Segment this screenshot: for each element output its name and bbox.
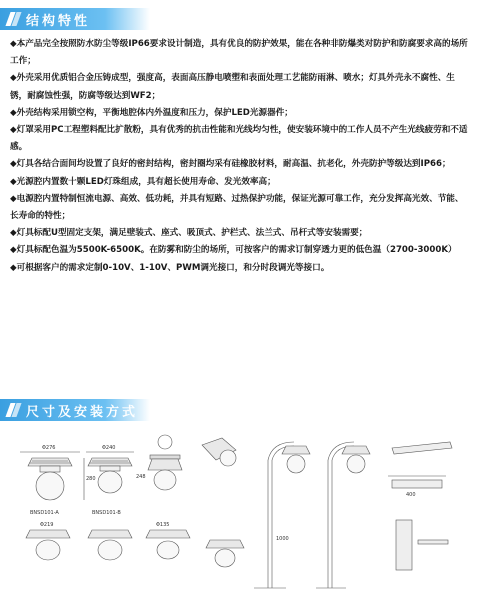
installation-diagram-svg: [10, 430, 475, 590]
section-title: 尺寸及安装方式: [26, 405, 139, 420]
feature-item: ◆光源腔内置数十颗LED灯珠组成，具有超长使用寿命、发光效率高；: [10, 176, 276, 187]
light-model-a-drawing: [20, 452, 84, 500]
feature-item: ◆可根据客户的需求定制0-10V、1-10V、PWM调光接口，和分时段调光等接口。: [10, 262, 330, 273]
feature-list: [10, 36, 470, 277]
light-side-view-drawing: [26, 530, 244, 567]
section-banner-structure: [0, 8, 150, 30]
light-ceiling-mount-drawing: [148, 435, 182, 490]
dim-label: Φ135: [156, 522, 170, 528]
feature-item: ◆本产品完全按照防水防尘等级IP66要求设计制造，具有优良的防护效果，能在各种非防爆类对防护和防腐要求高的场所工作；: [10, 39, 468, 67]
model-a-label: BNSD101-A: [30, 510, 59, 516]
dim-label: 280: [86, 476, 96, 482]
feature-item: ◆外壳结构采用锁空构，平衡地腔体内外温度和压力，保护LED光源器件；: [10, 107, 293, 118]
dim-label: 1000: [276, 536, 289, 542]
dim-label: 248: [136, 474, 146, 480]
feature-item: ◆电源腔内置特制恒流电源、高效、低功耗，并具有短路、过热保护功能，保证光源可靠工作，充分发挥高光效、节能、长寿命的特性；: [10, 193, 464, 222]
bracket-detail-drawing: [388, 442, 452, 570]
feature-item: ◆灯具各结合面间均设置了良好的密封结构，密封圈均采有硅橡胶材料，耐高温、抗老化，外壳防护等级达到IP66；: [10, 159, 451, 170]
section-banner-dimensions: [0, 399, 150, 421]
light-wall-mount-drawing: [202, 438, 236, 466]
model-b-label: BNSD101-B: [92, 510, 121, 516]
feature-item: ◆灯罩采用PC工程塑料配比扩散粉，具有优秀的抗击性能和光线均匀性，使安装环境中的工作人员不产生光线疲劳和不适感。: [10, 125, 468, 153]
dim-label: Φ219: [40, 522, 54, 528]
section-title: 结构特性: [26, 14, 91, 29]
feature-item: ◆灯具标配色温为5500K-6500K。在防雾和防尘的场所，可按客户的需求订制穿透力更的低色温（2700-3000K）: [10, 245, 457, 256]
light-pole-mount-drawing: [254, 442, 370, 588]
dim-label: Φ240: [102, 445, 116, 451]
dimension-diagram: [10, 430, 475, 590]
feature-item: ◆外壳采用优质铝合金压铸成型，强度高，表面高压静电喷塑和表面处理工艺能防雨淋、喷水；灯具外壳永不腐性、生锈，耐腐蚀性强，防腐等级达到WF2；: [10, 73, 455, 101]
dim-label: Φ276: [42, 445, 56, 451]
feature-item: ◆灯具标配U型固定支架，满足壁装式、座式、吸顶式、护栏式、法兰式、吊杆式等安装需要；: [10, 228, 368, 239]
light-model-b-drawing: [86, 452, 134, 493]
dim-label: 400: [406, 492, 416, 498]
